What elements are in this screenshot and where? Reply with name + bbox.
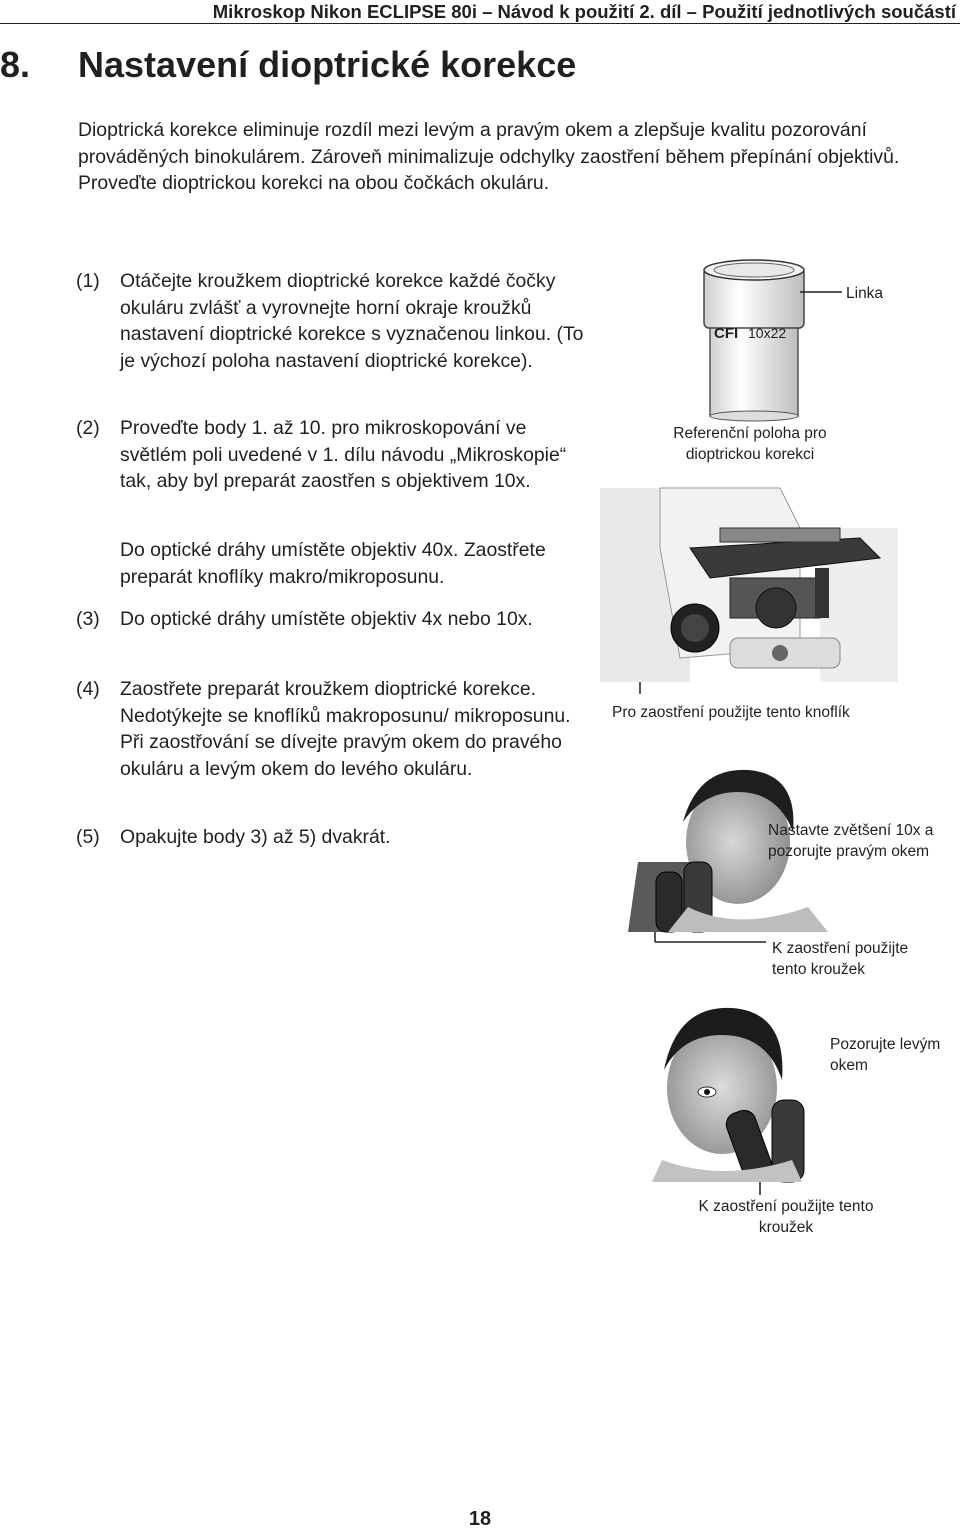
focus-ring-label-2: K zaostření použijte tento kroužek: [698, 1198, 874, 1236]
focus-ring-label-1: K zaostření použijte tento kroužek: [772, 940, 909, 978]
step-number: (2): [76, 417, 100, 439]
running-header: Mikroskop Nikon ECLIPSE 80i – Návod k použití 2. díl – Použití jednotlivých součástí: [0, 0, 960, 24]
focus-knob-label: Pro zaostření použijte tento knoflík: [612, 704, 850, 721]
step-number: (3): [76, 608, 100, 630]
step-text: Zaostřete preparát kroužkem dioptrické korekce. Nedotýkejte se knoflíků makroposunu/ mikroposunu. Při zaostřování se dívejte pravým okem do pravého okuláru a levým okem do levého okuláru.: [120, 678, 571, 780]
step-number: (5): [76, 826, 100, 848]
step-text: Do optické dráhy umístěte objektiv 40x. Zaostřete preparát knoflíky makro/mikroposunu.: [120, 539, 546, 588]
step-text: Proveďte body 1. až 10. pro mikroskopování ve světlém poli uvedené v 1. dílu návodu „Mikroskopie“ tak, aby byl preparát zaostřen s objektivem 10x.: [120, 417, 567, 492]
step-text: Do optické dráhy umístěte objektiv 4x nebo 10x.: [120, 608, 533, 630]
step-number: (4): [76, 678, 100, 700]
linka-label: Linka: [846, 285, 884, 302]
eyepiece-marking-left: CFI: [714, 325, 739, 342]
microscope-illustration: [600, 488, 898, 682]
step-text: Opakujte body 3) až 5) dvakrát.: [120, 826, 391, 848]
set-magnification-label: Nastavte zvětšení 10x a pozorujte pravým okem: [768, 822, 934, 860]
intro-paragraph: Dioptrická korekce eliminuje rozdíl mezi levým a pravým okem a zlepšuje kvalitu pozorování prováděných binokulárem. Zároveň minimalizuje odchylky zaostření během přepínání objektivů. Proveďte dioptrickou korekci na obou čočkách okuláru.: [78, 119, 900, 194]
eyepiece-marking-right: 10x22: [748, 325, 787, 341]
section-number: 8.: [0, 44, 31, 85]
reference-position-label: Referenční poloha pro dioptrickou korekci: [673, 425, 827, 463]
step-text: Otáčejte kroužkem dioptrické korekce každé čočky okuláru zvlášť a vyrovnejte horní okraje kroužků nastavení dioptrické korekce s vyznačenou linkou. (To je výchozí poloha nastavení dioptrické korekce).: [120, 270, 584, 372]
photo-left-eye-observation: [622, 1000, 822, 1182]
section-title-text: Nastavení dioptrické korekce: [78, 44, 577, 85]
observe-left-eye-label: Pozorujte levým okem: [830, 1036, 941, 1074]
page-number: 18: [468, 1508, 492, 1530]
step-number: (1): [76, 270, 100, 292]
